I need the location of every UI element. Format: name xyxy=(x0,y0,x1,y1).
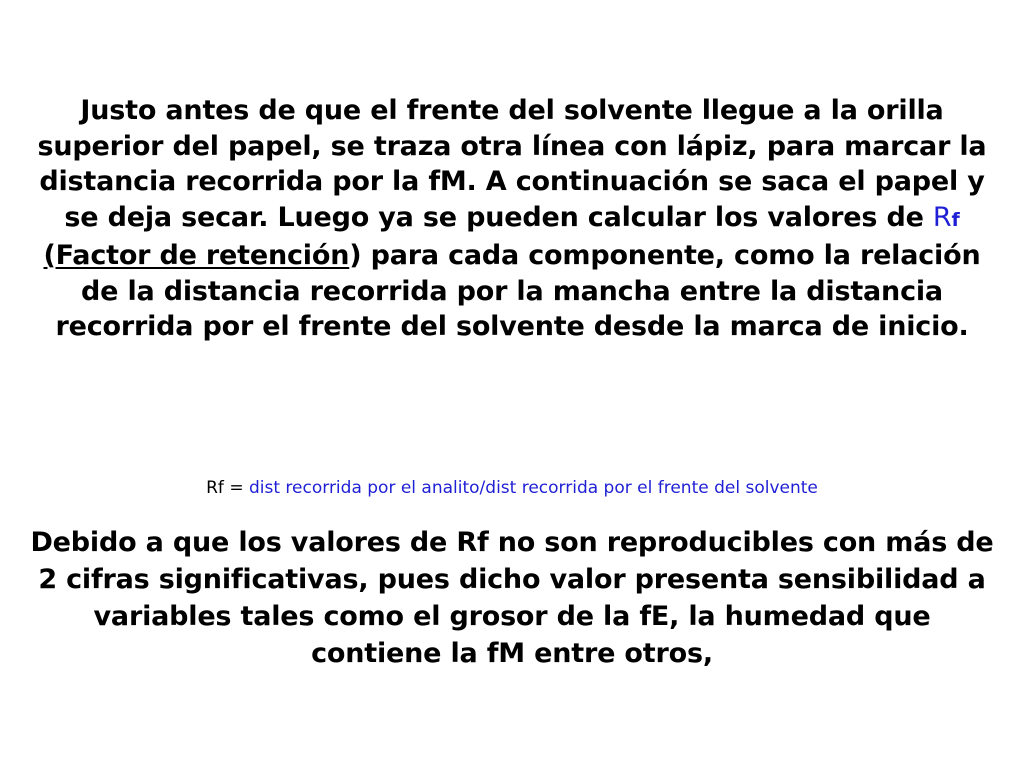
paragraph-rf-explanation xyxy=(30,93,994,345)
factor-de-retencion-term: (Factor de retención xyxy=(43,240,350,271)
rf-letter: R xyxy=(932,201,952,233)
paragraph1-text-after-term: ) para cada componente, como la relación de la distancia recorrida por la mancha entre la distancia recorrida por el frente del solvente desde la marca de inicio. xyxy=(55,240,981,342)
formula-rhs: dist recorrida por el analito/dist recorrida por el frente del solvente xyxy=(248,478,818,498)
rf-symbol xyxy=(933,202,960,233)
formula-lhs: Rf = xyxy=(206,478,249,498)
rf-subscript: f xyxy=(951,208,960,231)
paragraph2-text: Debido a que los valores de Rf no son reproducibles con más de 2 cifras significativas, pues dicho valor presenta sensibilidad a variables tales como el grosor de la fE, la humedad que contiene la fM entre otros, xyxy=(30,527,994,669)
paragraph-reproducibility xyxy=(30,524,994,672)
paragraph1-text-before-rf: Justo antes de que el frente del solvente llegue a la orilla superior del papel, se traza otra línea con lápiz, para marcar la distancia recorrida por la fM. A continuación se saca el papel y se deja secar. Luego ya se pueden calcular los valores de xyxy=(37,95,987,233)
rf-formula xyxy=(20,476,1004,500)
